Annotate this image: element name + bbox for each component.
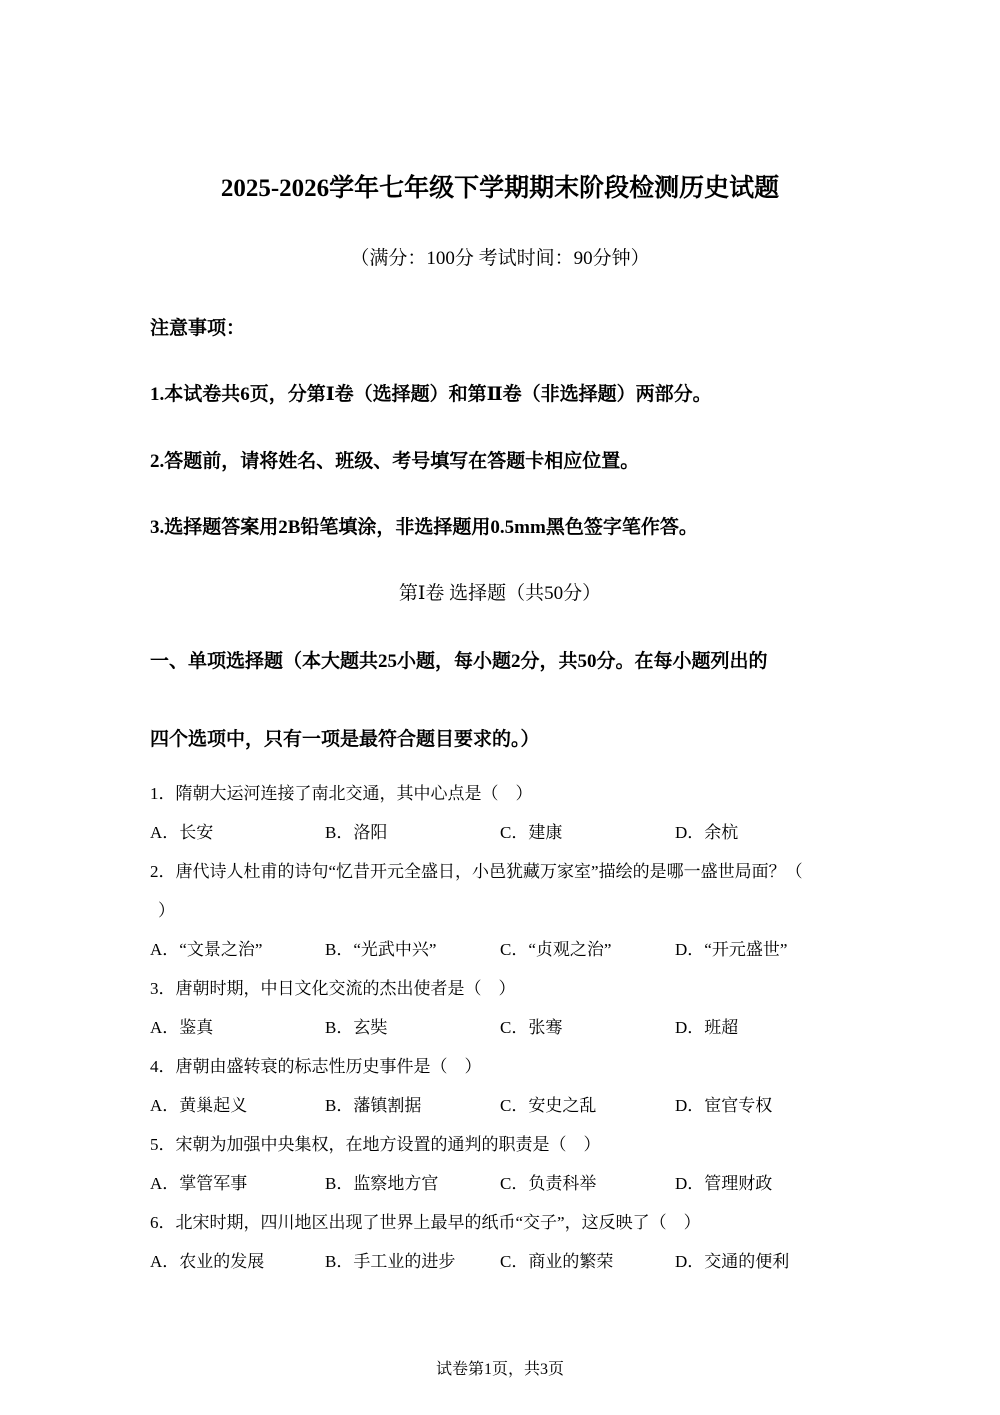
option-c: C．负责科举 [500,1174,597,1193]
option-b: B．“光武中兴” [325,940,437,959]
question-6-options [150,1247,850,1271]
question-3-options [150,1013,850,1037]
question-4-options [150,1091,850,1115]
question-2: 2．唐代诗人杜甫的诗句“忆昔开元全盛日，小邑犹藏万家室”描绘的是哪一盛世局面？（ [150,862,803,881]
page-footer: 试卷第1页，共3页 [435,1361,564,1378]
option-b: B．洛阳 [325,823,388,842]
option-d: D．宦官专权 [675,1096,773,1115]
section-title: 第Ⅰ卷 选择题（共50分） [398,583,602,604]
option-a: A．“文景之治” [150,940,263,959]
question-2-options [150,935,850,959]
option-b: B．监察地方官 [325,1174,439,1193]
option-d: D．管理财政 [675,1174,773,1193]
option-c: C．建康 [500,823,563,842]
question-3: 3．唐朝时期，中日文化交流的杰出使者是（ ） [150,979,516,998]
part-title-line2: 四个选项中，只有一项是最符合题目要求的。） [150,729,540,750]
notes-heading: 注意事项： [150,318,246,339]
option-a: A．长安 [150,823,214,842]
option-d: D．交通的便利 [675,1252,790,1271]
part-title-line1: 一、单项选择题（本大题共25小题，每小题2分，共50分。在每小题列出的 [150,651,768,672]
option-d: D．“开元盛世” [675,940,788,959]
question-4: 4．唐朝由盛转衰的标志性历史事件是（ ） [150,1057,482,1076]
option-a: A．掌管军事 [150,1174,248,1193]
question-1-options [150,818,850,842]
option-b: B．玄奘 [325,1018,388,1037]
option-b: B．手工业的进步 [325,1252,456,1271]
question-2-continuation: ） [158,901,175,920]
question-5-options [150,1169,850,1193]
note-item: 1.本试卷共6页，分第Ⅰ卷（选择题）和第Ⅱ卷（非选择题）两部分。 [150,384,712,405]
exam-subtitle: （满分：100分 考试时间：90分钟） [350,248,650,269]
option-a: A．农业的发展 [150,1252,265,1271]
question-6: 6．北宋时期，四川地区出现了世界上最早的纸币“交子”，这反映了（ ） [150,1213,701,1232]
exam-title: 2025-2026学年七年级下学期期末阶段检测历史试题 [220,175,780,202]
option-c: C．商业的繁荣 [500,1252,614,1271]
option-d: D．余杭 [675,823,739,842]
option-c: C．“贞观之治” [500,940,612,959]
option-b: B．藩镇割据 [325,1096,422,1115]
option-c: C．张骞 [500,1018,563,1037]
option-c: C．安史之乱 [500,1096,597,1115]
note-item: 2.答题前，请将姓名、班级、考号填写在答题卡相应位置。 [150,451,640,472]
option-d: D．班超 [675,1018,739,1037]
question-1: 1．隋朝大运河连接了南北交通，其中心点是（ ） [150,784,533,803]
option-a: A．黄巢起义 [150,1096,248,1115]
option-a: A．鉴真 [150,1018,214,1037]
note-item: 3.选择题答案用2B铅笔填涂，非选择题用0.5mm黑色签字笔作答。 [150,517,698,538]
question-5: 5．宋朝为加强中央集权，在地方设置的通判的职责是（ ） [150,1135,601,1154]
